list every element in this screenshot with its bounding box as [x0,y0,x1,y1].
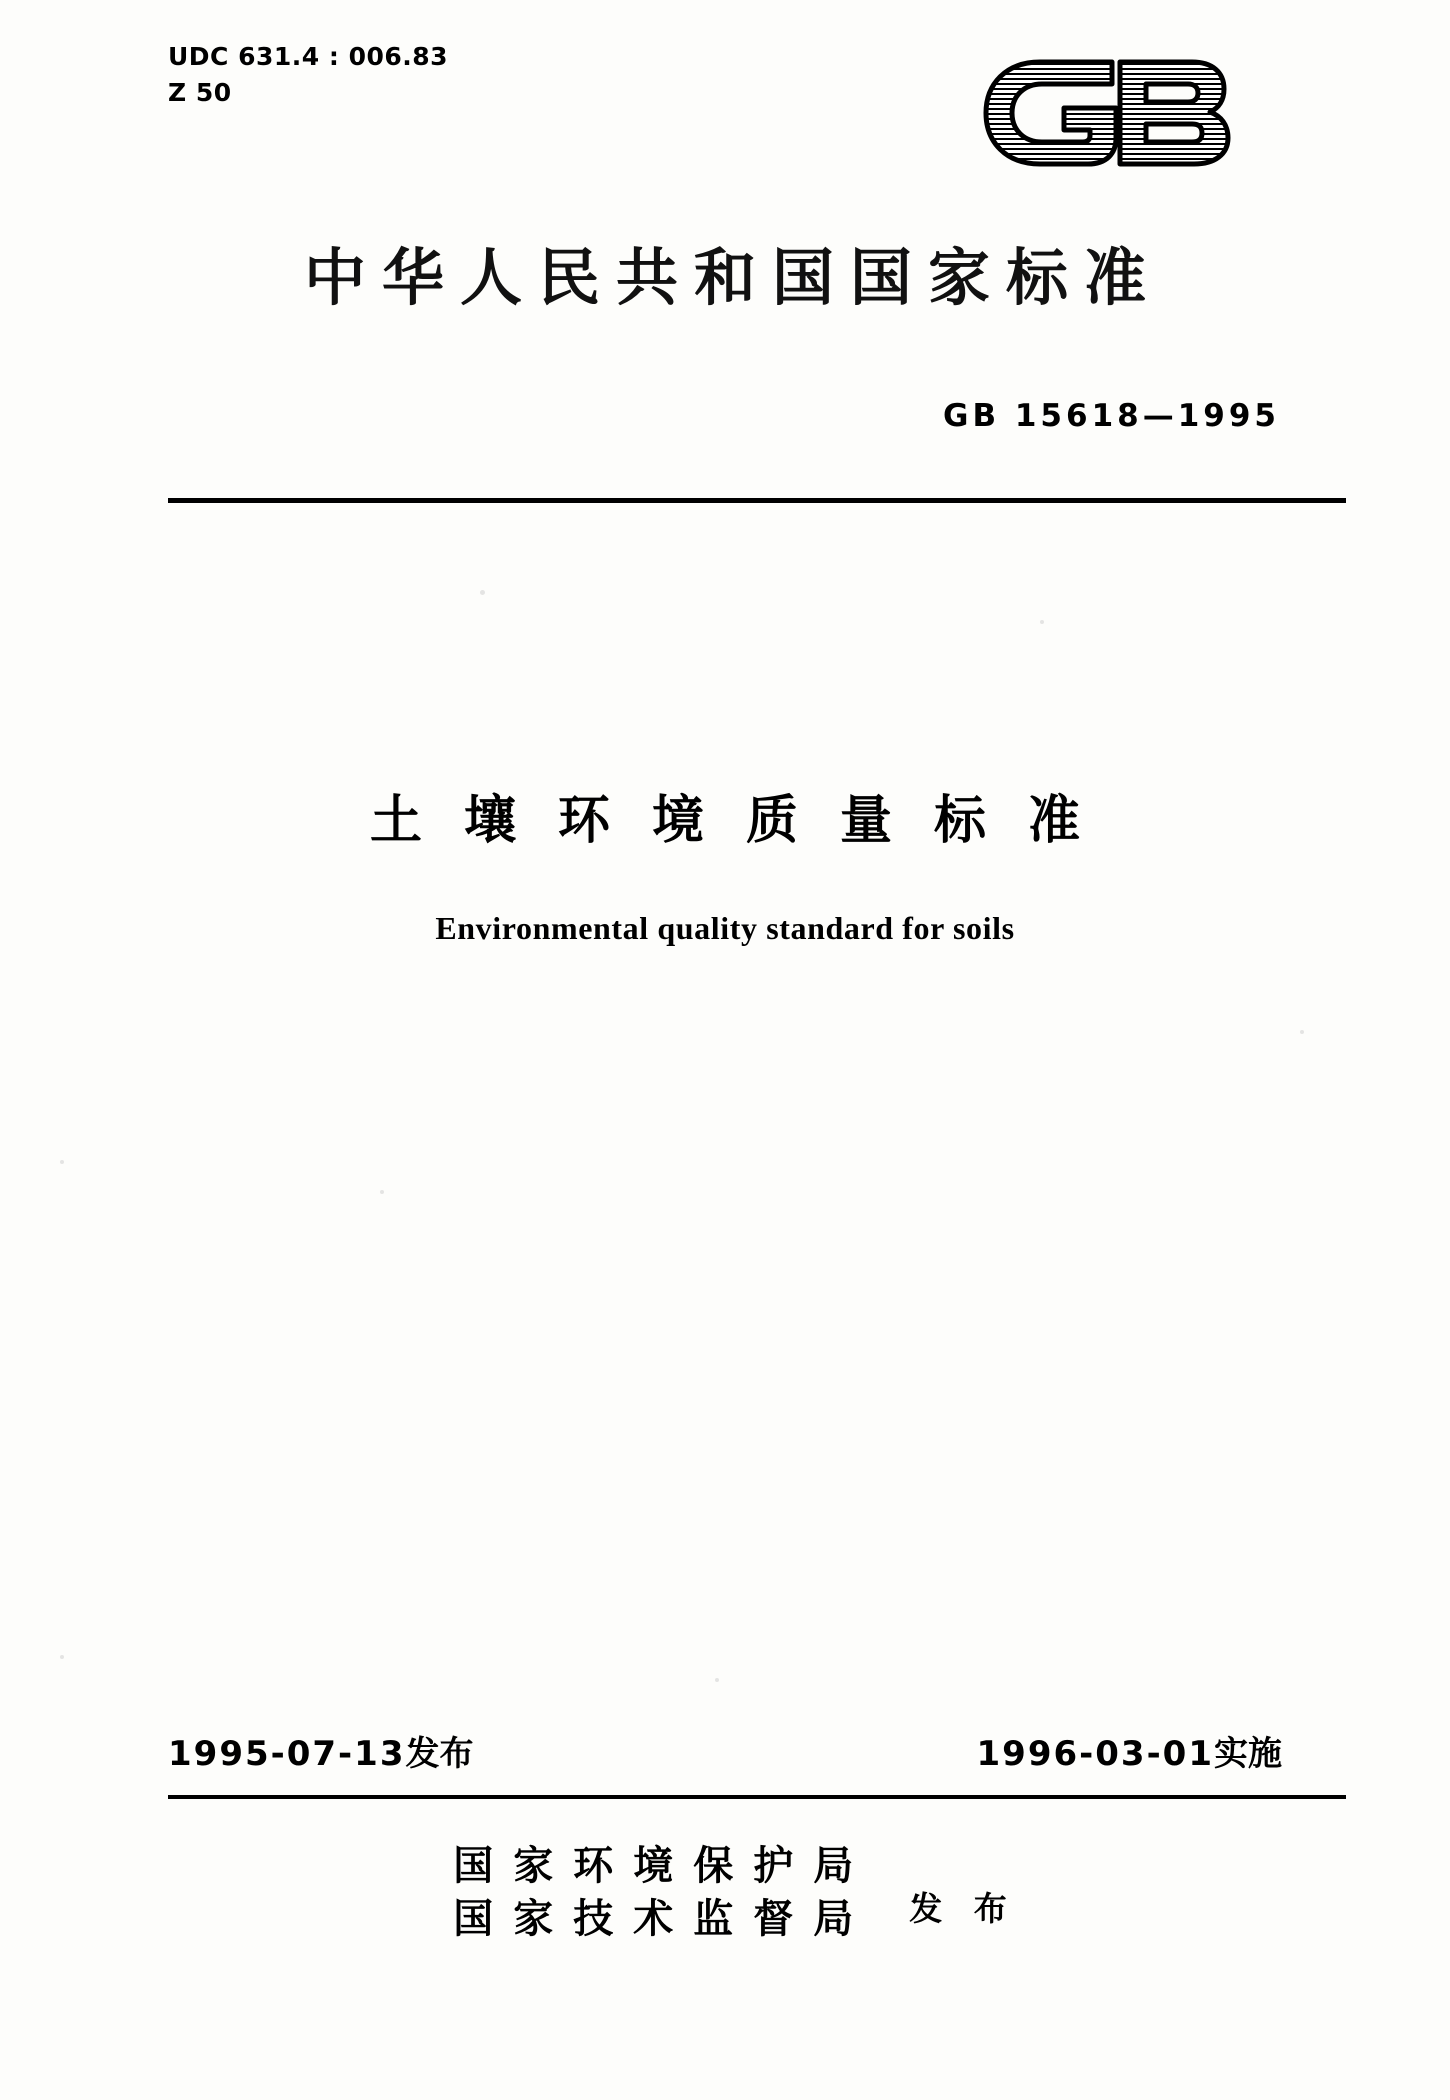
standard-number: GB 15618—1995 [943,398,1280,434]
paper-speck [1040,620,1044,624]
paper-speck [60,1655,64,1659]
udc-classification [168,40,448,110]
document-title-cn: 土壤环境质量标准 [369,791,1122,851]
publish-label: 发 布 [909,1889,1017,1929]
issuer-line-1: 国家环境保护局 [453,1843,874,1889]
effective-date-value: 1996-03-01 [976,1734,1214,1774]
udc-line-1: UDC 631.4 : 006.83 [168,42,449,71]
issue-date [168,1726,473,1775]
udc-line-2: Z 50 [168,77,232,107]
paper-speck [380,1190,384,1194]
issuer-name-block [433,1840,873,1946]
issue-date-value: 1995-07-13 [168,1734,406,1774]
document-title-en: Environmental quality standard for soils [435,910,1015,946]
paper-speck [1300,1030,1304,1034]
page-title: 中华人民共和国国家标准 [303,241,1162,314]
issuer-line-2: 国家技术监督局 [453,1895,874,1942]
effective-date-label: 实施 [1214,1734,1282,1774]
issuing-organizations [0,1840,1450,1946]
footer-divider [168,1795,1346,1799]
issue-date-label: 发布 [405,1734,474,1774]
header-divider [168,498,1346,503]
paper-speck [60,1160,64,1164]
paper-speck [715,1678,719,1682]
paper-speck [480,590,485,595]
gb-logo-icon [980,58,1250,168]
effective-date [977,1726,1282,1775]
